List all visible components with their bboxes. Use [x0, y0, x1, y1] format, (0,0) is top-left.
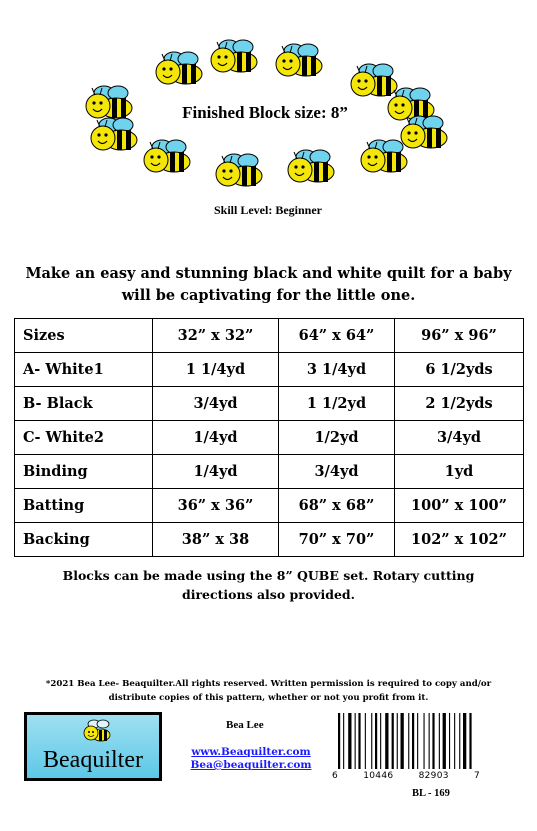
table-cell: 3 1/4yd — [279, 353, 395, 387]
table-cell: 68” x 68” — [279, 489, 395, 523]
author-name: Bea Lee — [226, 719, 264, 731]
table-cell: 100” x 100” — [395, 489, 524, 523]
table-cell: 64” x 64” — [279, 319, 395, 353]
table-cell: Sizes — [15, 319, 153, 353]
table-cell: A- White1 — [15, 353, 153, 387]
barcode-bar — [355, 713, 356, 769]
barcode-bar — [449, 713, 450, 769]
barcode-bar — [454, 713, 455, 769]
bee-icon — [144, 140, 190, 172]
fabric-requirements-table — [14, 318, 524, 557]
barcode-bar — [408, 713, 409, 769]
table-cell: 1yd — [395, 455, 524, 489]
barcode-digit-group: 7 — [473, 771, 480, 781]
copyright-line: distribute copies of this pattern, whether or not you profit from it. — [108, 693, 429, 703]
table-cell: 1/2yd — [279, 421, 395, 455]
table-cell: 32” x 32” — [153, 319, 279, 353]
table-cell: 1/4yd — [153, 421, 279, 455]
table-cell: 70” x 70” — [279, 523, 395, 557]
barcode-bar — [401, 713, 404, 769]
barcode-bar — [358, 713, 360, 769]
barcode-bar — [417, 713, 418, 769]
barcode — [336, 713, 476, 771]
bee-icon — [211, 40, 257, 72]
table-row — [15, 455, 524, 489]
table-row — [15, 523, 524, 557]
note-line: Blocks can be made using the 8” QUBE set. Rotary cutting — [62, 568, 475, 583]
barcode-bar — [375, 713, 377, 769]
table-cell: B- Black — [15, 387, 153, 421]
product-code: BL - 169 — [412, 788, 450, 799]
table-row — [15, 387, 524, 421]
barcode-bar — [338, 713, 340, 769]
table-row — [15, 353, 524, 387]
note-line: directions also provided. — [181, 587, 355, 602]
bee-icon — [351, 64, 397, 96]
table-cell: 2 1/2yds — [395, 387, 524, 421]
table-row — [15, 489, 524, 523]
barcode-bar — [365, 713, 366, 769]
bee-icon — [288, 150, 334, 182]
barcode-digits — [332, 771, 480, 781]
intro-text — [20, 263, 517, 307]
email-link[interactable]: Bea@beaquilter.com — [190, 759, 312, 771]
table-row — [15, 319, 524, 353]
table-cell: 96” x 96” — [395, 319, 524, 353]
barcode-bar — [348, 713, 351, 769]
table-cell: 1 1/4yd — [153, 353, 279, 387]
finished-block-size: Finished Block size: 8” — [182, 103, 348, 122]
intro-line: will be captivating for the little one. — [121, 287, 416, 304]
logo-text: Beaquilter — [43, 747, 143, 773]
table-cell: Batting — [15, 489, 153, 523]
barcode-bar — [439, 713, 440, 769]
barcode-bar — [380, 713, 381, 769]
copyright-line: *2021 Bea Lee- Beaquilter.All rights reserved. Written permission is required to copy and/or — [45, 679, 492, 689]
bee-icon — [361, 140, 407, 172]
table-cell: 36” x 36” — [153, 489, 279, 523]
barcode-digit-group: 82903 — [418, 771, 449, 781]
table-cell: C- White2 — [15, 421, 153, 455]
table-cell: 3/4yd — [395, 421, 524, 455]
barcode-bar — [432, 713, 434, 769]
barcode-bar — [385, 713, 388, 769]
barcode-bar — [429, 713, 430, 769]
table-cell: 6 1/2yds — [395, 353, 524, 387]
barcode-bar — [371, 713, 372, 769]
blocks-note — [20, 566, 517, 604]
barcode-digit-group: 6 — [332, 771, 339, 781]
skill-level: Skill Level: Beginner — [214, 203, 322, 217]
barcode-bar — [469, 713, 471, 769]
table-cell: 38” x 38 — [153, 523, 279, 557]
barcode-bar — [343, 713, 344, 769]
copyright-notice — [20, 677, 517, 705]
barcode-bar — [459, 713, 460, 769]
bee-icon — [276, 44, 322, 76]
table-cell: 3/4yd — [153, 387, 279, 421]
barcode-bar — [443, 713, 446, 769]
bee-icon — [216, 154, 262, 186]
bee-icon — [82, 717, 112, 747]
table-cell: Binding — [15, 455, 153, 489]
table-cell: 102” x 102” — [395, 523, 524, 557]
website-link[interactable]: www.Beaquilter.com — [191, 746, 311, 758]
bee-icon — [156, 52, 202, 84]
table-cell: 1 1/2yd — [279, 387, 395, 421]
intro-line: Make an easy and stunning black and white quilt for a baby — [25, 265, 512, 282]
barcode-digit-group: 10446 — [363, 771, 394, 781]
barcode-bar — [397, 713, 398, 769]
barcode-bar — [392, 713, 394, 769]
table-row — [15, 421, 524, 455]
contact-links — [176, 746, 326, 772]
beaquilter-logo — [24, 712, 162, 781]
barcode-bar — [463, 713, 466, 769]
table-cell: Backing — [15, 523, 153, 557]
table-cell: 1/4yd — [153, 455, 279, 489]
barcode-bar — [412, 713, 414, 769]
barcode-bar — [424, 713, 425, 769]
table-cell: 3/4yd — [279, 455, 395, 489]
